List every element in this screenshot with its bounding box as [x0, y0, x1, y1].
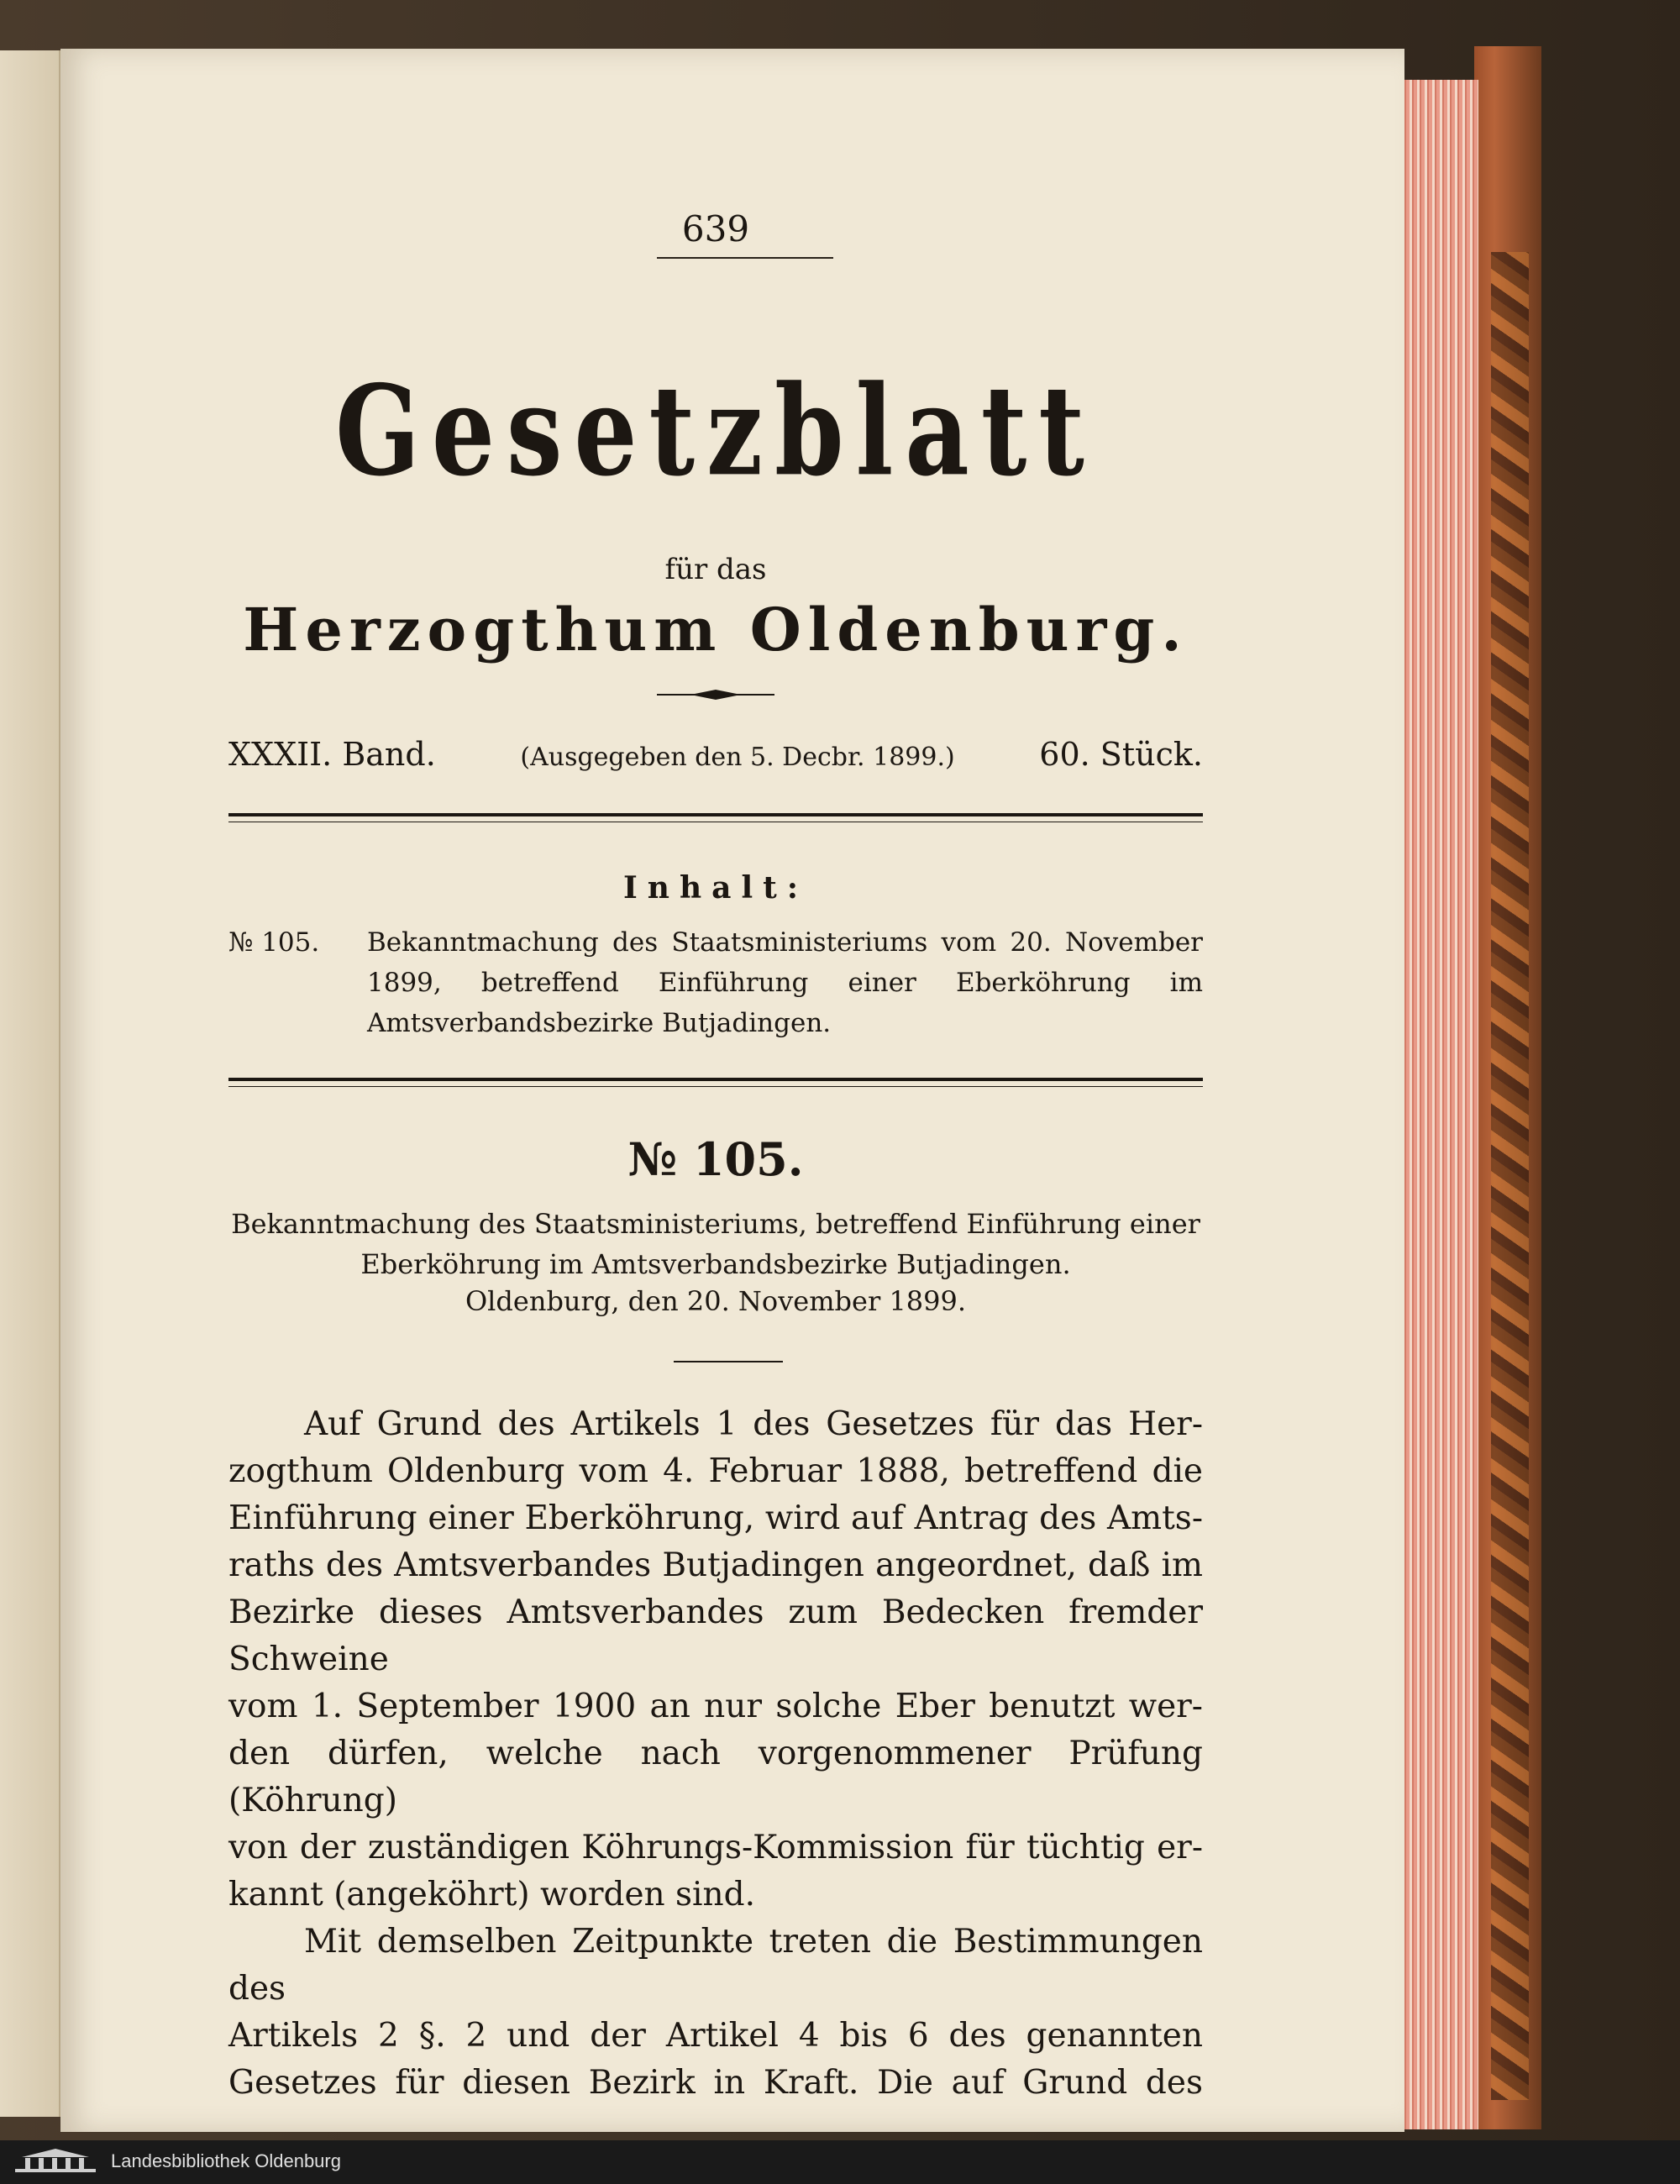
- section-rule: [674, 1361, 783, 1362]
- subtitle-small: für das: [664, 553, 767, 586]
- place-date: Oldenburg, den 20. November 1899.: [465, 1285, 967, 1317]
- contents-entry-text: Bekanntmachung des Staatsministeriums vom 20. November 1899, betreffend Einführung einer Eberköhrung im Amtsverbandsbezirke Butjadingen.: [367, 927, 1203, 1038]
- duchy-title: Herzogthum Oldenburg.: [243, 595, 1189, 664]
- contents-entry-number: № 105.: [228, 927, 320, 958]
- page-number-rule: [657, 257, 833, 259]
- body-line: Auf Grund des Artikels 1 des Gesetzes für das Her-: [304, 1405, 1203, 1443]
- article-number: № 105.: [627, 1132, 804, 1186]
- library-name[interactable]: Landesbibliothek Oldenburg: [111, 2150, 341, 2171]
- library-logo-icon[interactable]: [13, 2147, 97, 2176]
- body-line: den dürfen, welche nach vorgenommener Prüfung (Köhrung): [228, 1735, 1203, 1819]
- body-line: vom 1. September 1900 an nur solche Eber benutzt wer-: [228, 1688, 1203, 1725]
- stueck-label: 60. Stück.: [1039, 736, 1203, 773]
- article-body: [228, 1401, 1203, 2107]
- announcement-title: [228, 1204, 1203, 1284]
- contents-rule-thin: [228, 1086, 1203, 1087]
- marbled-cover: [1491, 252, 1529, 2100]
- issue-date: (Ausgegeben den 5. Decbr. 1899.): [520, 743, 955, 772]
- ornament-divider: [657, 689, 774, 701]
- contents-rule-thick: [228, 1078, 1203, 1081]
- contents-heading: Inhalt:: [622, 870, 809, 906]
- announcement-line-1: Bekanntmachung des Staatsministeriums, betreffend Einführung einer: [231, 1208, 1200, 1240]
- body-line: Bezirke dieses Amtsverbandes zum Bedecken fremder Schweine: [228, 1593, 1203, 1678]
- page-number: 639: [681, 208, 750, 249]
- announcement-line-2: Eberköhrung im Amtsverbandsbezirke Butjadingen.: [360, 1248, 1071, 1280]
- body-line: Mit demselben Zeitpunkte treten die Bestimmungen des: [228, 1923, 1203, 2008]
- body-line: Einführung einer Eberköhrung, wird auf Antrag des Amts-: [228, 1499, 1203, 1537]
- body-line: Artikels 2 §. 2 und der Artikel 4 bis 6 des genannten: [228, 2017, 1203, 2055]
- contents-entry: [228, 922, 1203, 1043]
- gazette-title: Gesetzblatt: [335, 357, 1096, 504]
- body-line: zogthum Oldenburg vom 4. Februar 1888, betreffend die: [228, 1452, 1203, 1490]
- band-label: XXXII. Band.: [228, 736, 436, 773]
- document-page: [60, 49, 1404, 2132]
- body-line: von der zuständigen Köhrungs-Kommission für tüchtig er-: [228, 1829, 1203, 1866]
- issue-line: [228, 736, 1203, 773]
- page-edges: [1399, 80, 1478, 2129]
- body-line: kannt (angeköhrt) worden sind.: [228, 1876, 756, 1914]
- body-line: raths des Amtsverbandes Butjadingen angeordnet, daß im: [228, 1546, 1203, 1584]
- body-line: Gesetzes für diesen Bezirk in Kraft. Die auf Grund des: [228, 2064, 1203, 2102]
- viewer-footer: [0, 2140, 1680, 2184]
- left-page-edge: [0, 50, 60, 2117]
- header-rule-thick: [228, 813, 1203, 816]
